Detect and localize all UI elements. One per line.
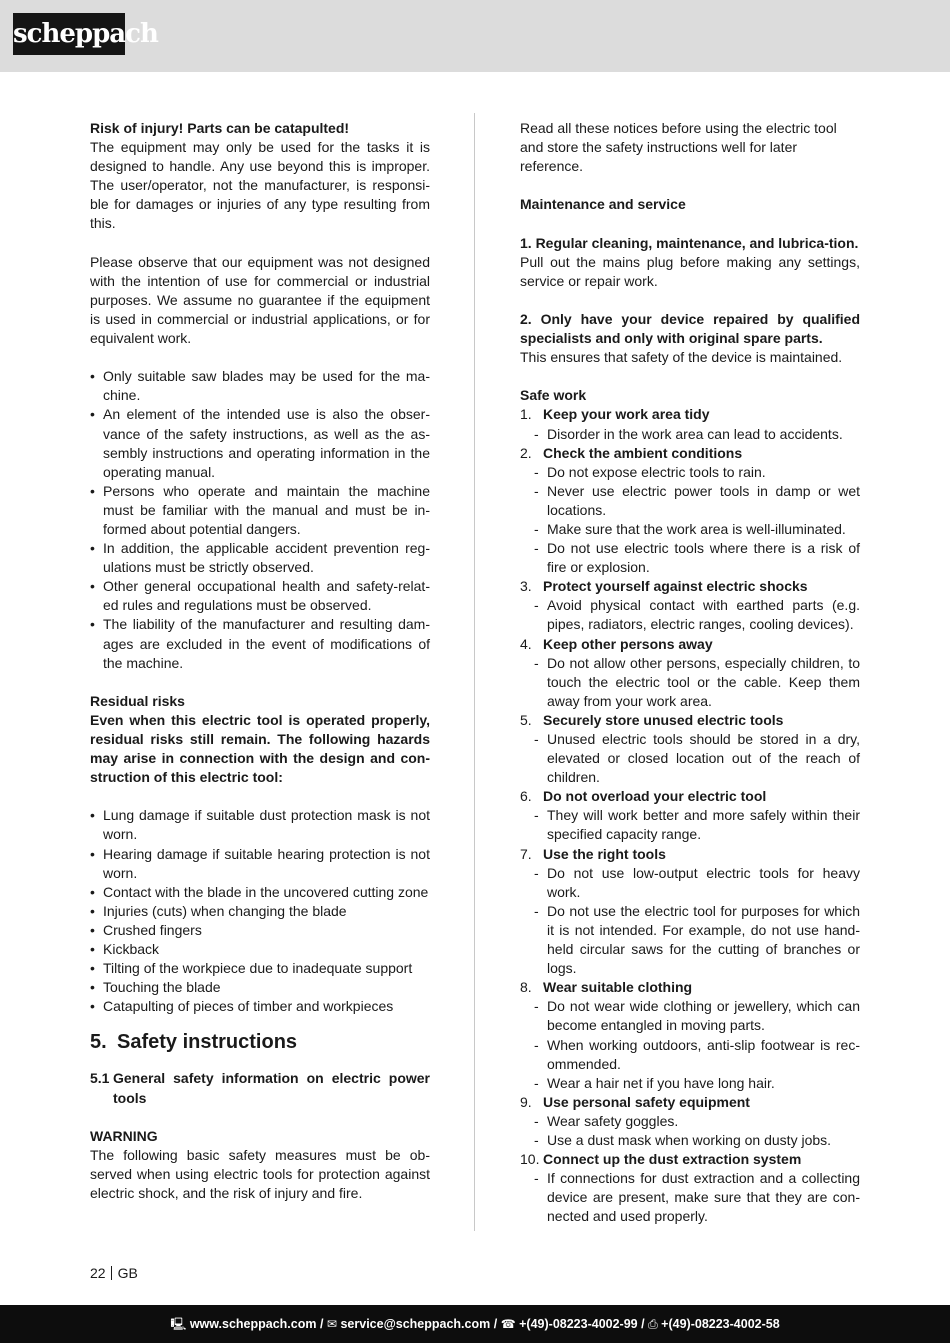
list-item: • Contact with the blade in the uncovered cutting zone: [90, 883, 430, 902]
step-detail: - Do not allow other persons, especially children, to touch the electric tool or the cable. Keep them away from your work area.: [520, 654, 860, 711]
step-detail: - When working outdoors, anti-slip footwear is rec-ommended.: [520, 1036, 860, 1074]
page-number: 22: [90, 1265, 106, 1281]
step-title: 4. Keep other persons away: [520, 635, 713, 652]
list-item: • Touching the blade: [90, 978, 430, 997]
maintenance-heading: Maintenance and service: [520, 196, 686, 213]
subsection-title-text: General safety information on electric power tools: [113, 1070, 430, 1106]
commercial-use-text: Please observe that our equipment was not designed with the intention of use for commercial or industrial purposes. We assume no guarantee if the equipment is used in commercial or industrial applications, or for equivalent work.: [90, 253, 430, 347]
step-detail: - If connections for dust extraction and a collecting device are present, make sure that they are con-nected and used properly.: [520, 1169, 860, 1226]
subsection-number: 5.1: [90, 1070, 110, 1087]
fax-icon: ⎙: [648, 1317, 658, 1331]
step-title: 7. Use the right tools: [520, 845, 666, 862]
maintenance-item-2-text: This ensures that safety of the device is maintained.: [520, 349, 843, 366]
list-item: • Other general occupational health and safety-relat-ed rules and regulations must be observed.: [90, 577, 430, 615]
list-item: • An element of the intended use is also the obser-vance of the safety instructions, as well as the as-sembly instructions and operating information in the operating manual.: [90, 405, 430, 481]
step-title: 10. Connect up the dust extraction system: [520, 1151, 802, 1168]
step-detail: - Do not use electric tools where there is a risk of fire or explosion.: [520, 539, 860, 577]
read-notice-text: Read all these notices before using the electric tool and store the safety instructions well for later reference.: [520, 120, 837, 175]
step-detail: - Do not use the electric tool for purposes for which it is not intended. For example, do not use hand-held circular saws for the cutting of branches or logs.: [520, 902, 860, 978]
page-separator: [111, 1266, 112, 1280]
step-detail: - Do not wear wide clothing or jewellery, which can become entangled in moving parts.: [520, 997, 860, 1035]
contact-footer-bar: 🖳︎ www.scheppach.com / ✉︎ service@scheppach.com / ☎︎ +(49)-08223-4002-99 / ⎙ +(49)-08223-4002-58: [0, 1305, 950, 1343]
residual-risks-list: [90, 806, 430, 1016]
language-code: GB: [117, 1265, 138, 1281]
mail-icon: ✉︎: [326, 1317, 337, 1331]
step-detail: - Do not expose electric tools to rain.: [520, 463, 860, 482]
email-link[interactable]: service@scheppach.com: [340, 1317, 491, 1331]
list-item: • The liability of the manufacturer and resulting dam-ages are excluded in the event of modifications of the machine.: [90, 615, 430, 672]
column-divider: [474, 113, 475, 1231]
intended-use-list: [90, 367, 430, 673]
step-title: 3. Protect yourself against electric shocks: [520, 578, 808, 595]
step-detail: - Avoid physical contact with earthed parts (e.g. pipes, radiators, electric ranges, cooling devices).: [520, 596, 860, 634]
step-title: 8. Wear suitable clothing: [520, 979, 693, 996]
maintenance-item-1-text: Pull out the mains plug before making any settings, service or repair work.: [520, 253, 860, 289]
maintenance-item-2-title: 2. Only have your device repaired by qualified specialists and only with original spare parts.: [520, 310, 860, 347]
step-detail: - Make sure that the work area is well-illuminated.: [520, 520, 860, 539]
step-title: 2. Check the ambient conditions: [520, 444, 743, 461]
step-detail: - Wear a hair net if you have long hair.: [520, 1074, 860, 1093]
left-column: [90, 119, 430, 1203]
step-detail: - Wear safety goggles.: [520, 1112, 860, 1131]
intro-text: The equipment may only be used for the tasks it is designed to handle. Any use beyond this is improper. The user/operator, not the manufacturer, is responsi-ble for damages or injuries of any type resulting from this.: [90, 139, 430, 232]
warning-text: The following basic safety measures must be ob-served when using electric tools for protection against electric shock, and the risk of injury and fire.: [90, 1146, 430, 1201]
list-item: • Hearing damage if suitable hearing protection is not worn.: [90, 845, 430, 883]
list-item: • Injuries (cuts) when changing the blade: [90, 902, 430, 921]
step-title: 6. Do not overload your electric tool: [520, 788, 767, 805]
step-title: 1. Keep your work area tidy: [520, 406, 710, 423]
safe-work-heading: Safe work: [520, 387, 587, 404]
right-column: [520, 119, 860, 1226]
residual-risks-heading: Residual risks: [90, 692, 185, 709]
list-item: • Crushed fingers: [90, 921, 430, 940]
list-item: • Tilting of the workpiece due to inadequate support: [90, 959, 430, 978]
step-detail: - Use a dust mask when working on dusty jobs.: [520, 1131, 860, 1150]
step-detail: - Disorder in the work area can lead to accidents.: [520, 425, 860, 444]
list-item: • In addition, the applicable accident prevention reg-ulations must be strictly observed.: [90, 539, 430, 577]
list-item: • Lung damage if suitable dust protection mask is not worn.: [90, 806, 430, 844]
fax-number: +(49)-08223-4002-58: [661, 1317, 780, 1331]
list-item: • Only suitable saw blades may be used for the ma-chine.: [90, 367, 430, 405]
phone-icon: ☎︎: [500, 1317, 516, 1331]
page-header: [0, 0, 950, 72]
step-detail: - Never use electric power tools in damp or wet locations.: [520, 482, 860, 520]
step-detail: - Unused electric tools should be stored in a dry, elevated or closed location out of the reach of children.: [520, 730, 860, 787]
step-detail: - Do not use low-output electric tools for heavy work.: [520, 864, 860, 902]
phone-number: +(49)-08223-4002-99: [519, 1317, 638, 1331]
warning-label: WARNING: [90, 1127, 158, 1144]
maintenance-item-1-title: 1. Regular cleaning, maintenance, and lubrica-tion.: [520, 234, 859, 251]
intro-heading: Risk of injury! Parts can be catapulted!: [90, 120, 350, 136]
page-footer-number: [90, 1264, 138, 1283]
scheppach-logo: scheppach: [13, 13, 125, 55]
subsection-title: [90, 1069, 430, 1107]
step-detail: - They will work better and more safely within their specified capacity range.: [520, 806, 860, 844]
section-title-text: Safety instructions: [117, 1031, 298, 1054]
list-item: • Catapulting of pieces of timber and workpieces: [90, 997, 430, 1016]
computer-icon: 🖳︎: [170, 1317, 187, 1331]
list-item: • Persons who operate and maintain the machine must be familiar with the manual and must be in-formed about potential dangers.: [90, 482, 430, 539]
safe-work-steps: [520, 405, 860, 1226]
website-link[interactable]: www.scheppach.com: [189, 1317, 317, 1331]
residual-risks-intro: Even when this electric tool is operated properly, residual risks still remain. The following hazards may arise in connection with the design and con-struction of this electric tool:: [90, 711, 430, 786]
section-title: [90, 1030, 430, 1054]
section-number: 5.: [90, 1031, 107, 1054]
step-title: 5. Securely store unused electric tools: [520, 711, 784, 728]
step-title: 9. Use personal safety equipment: [520, 1093, 750, 1110]
list-item: • Kickback: [90, 940, 430, 959]
